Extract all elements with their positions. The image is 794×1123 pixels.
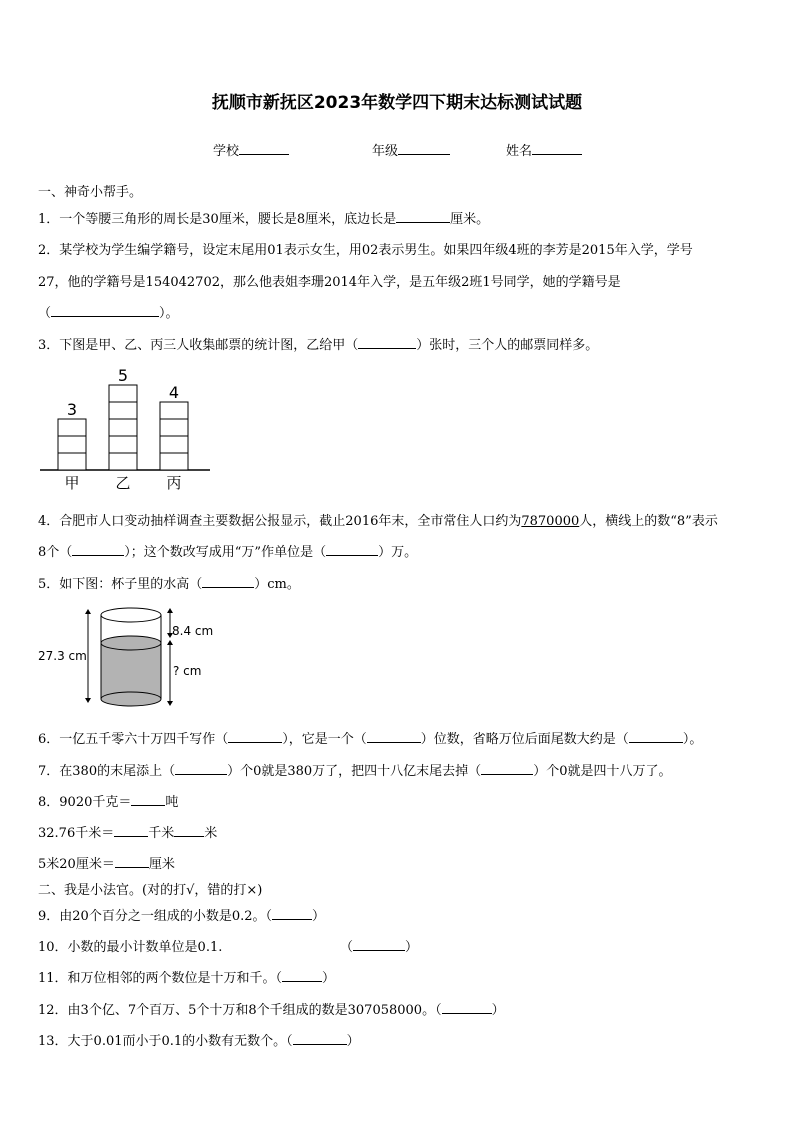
question-6 [38,728,702,747]
q7-blank-1[interactable] [175,762,227,775]
q11-blank[interactable] [282,969,322,982]
q8b-blank-1[interactable] [114,824,148,837]
question-8-line3 [38,853,175,872]
name-label: 姓名 [506,144,533,159]
q8a-unit: 吨 [165,795,179,810]
q12-blank[interactable] [442,1001,492,1014]
q1-unit: 厘米。 [450,212,490,227]
q9-close: ） [312,909,326,924]
q3-text-end: ）张时，三个人的邮票同样多。 [416,338,599,353]
q4-text-end: 人，横线上的数“8”表示 [579,514,718,529]
question-1 [38,208,489,227]
water-height-label: ? cm [173,664,202,678]
question-10 [38,936,419,955]
bar-value-label: 3 [66,400,78,419]
cup-diagram [38,605,238,710]
q2-open: （ [38,306,52,321]
q10-open: （ [340,940,354,955]
q8b-text: 32.76千米＝ [38,826,115,841]
q12-close: ） [491,1003,505,1018]
q6-part-c: ）位数，省略万位后面尾数大约是（ [420,732,629,747]
q9-text: 9．由20个百分之一组成的小数是0.2。（ [38,909,272,924]
water [101,643,161,699]
cup-bottom [101,692,161,706]
q5-blank[interactable] [202,575,254,588]
q10-text: 10．小数的最小计数单位是0.1. [38,940,223,955]
q7-part-a: 7．在380的末尾添上（ [38,764,176,779]
bar-box [160,436,188,453]
q8b-unit-1: 千米 [148,826,175,841]
bar-value-label: 5 [117,366,129,385]
bar-category-label: 甲 [64,474,80,492]
q13-text: 13．大于0.01而小于0.1的小数有无数个。（ [38,1034,293,1049]
q7-part-b: ）个0就是380万了，把四十八亿末尾去掉（ [227,764,482,779]
q10-close: ） [405,940,419,955]
q6-blank-2[interactable] [367,730,421,743]
q4-blank-2[interactable] [326,543,378,556]
q6-blank-3[interactable] [629,730,683,743]
total-height-label: 27.3 cm [38,649,87,663]
grade-label: 年级 [372,144,399,159]
bar-box [58,436,86,453]
arrow-up-icon [167,640,173,645]
arrow-up-icon [167,608,173,613]
bar-box [160,402,188,419]
question-4-line2 [38,541,417,560]
q4-part-a: 8个（ [38,545,73,560]
question-2-line1: 2．某学校为学生编学籍号，设定末尾用01表示女生，用02表示男生。如果四年级4班的李芳是2015年入学，学号 [38,243,693,258]
cup-rim [101,608,161,622]
bar-box [109,453,137,470]
q6-part-a: 6．一亿五千零六十万四千写作（ [38,732,229,747]
section-1-heading: 一、神奇小帮手。 [38,185,143,200]
q8c-unit: 厘米 [148,857,175,872]
bar-category-label: 丙 [166,474,182,492]
grade-blank[interactable] [398,142,450,155]
bar-box [58,453,86,470]
q11-text: 11．和万位相邻的两个数位是十万和千。（ [38,971,283,986]
bar-box [109,436,137,453]
question-2-line2: 27，他的学籍号是154042702，那么他表姐李珊2014年入学，是五年级2班1号同学，她的学籍号是 [38,275,621,290]
bar-box [160,453,188,470]
q7-blank-2[interactable] [481,762,533,775]
bar-category-label: 乙 [115,474,131,492]
q13-blank[interactable] [293,1032,347,1045]
name-field [506,140,582,159]
question-8-line2 [38,822,217,841]
q13-close: ） [346,1034,360,1049]
q12-text: 12．由3个亿、7个百万、5个十万和8个千组成的数是307058000。（ [38,1003,442,1018]
top-gap-label: 8.4 cm [172,624,214,638]
q6-part-b: ），它是一个（ [282,732,367,747]
q7-part-c: ）个0就是四十八万了。 [533,764,672,779]
q4-number: 7870000 [521,514,580,529]
question-2-line3 [38,302,179,321]
q10-blank[interactable] [353,938,405,951]
question-9 [38,905,325,924]
q8c-text: 5米20厘米＝ [38,857,115,872]
water-surface [101,636,161,650]
q8c-blank[interactable] [115,855,149,868]
question-7 [38,760,671,779]
q11-close: ） [322,971,336,986]
question-4-line1 [38,510,718,529]
q8a-text: 8．9020千克＝ [38,795,132,810]
q4-blank-1[interactable] [72,543,124,556]
arrow-down-icon [167,701,173,706]
q5-text: 5．如下图：杯子里的水高（ [38,577,203,592]
question-12 [38,999,505,1018]
page-title: 抚顺市新抚区2023年数学四下期末达标测试试题 [211,93,583,113]
bar-box [109,402,137,419]
question-13 [38,1030,360,1049]
arrow-up-icon [85,609,91,614]
school-blank[interactable] [239,142,289,155]
stamp-bar-chart [38,362,213,497]
school-field [213,140,289,159]
q2-blank[interactable] [51,304,159,317]
q1-blank[interactable] [396,210,450,223]
question-3 [38,334,598,353]
question-11 [38,967,335,986]
q8b-blank-2[interactable] [174,824,204,837]
question-5 [38,573,300,592]
q6-part-d: ）。 [682,732,703,747]
q1-text: 1．一个等腰三角形的周长是30厘米，腰长是8厘米，底边长是 [38,212,397,227]
arrow-down-icon [85,698,91,703]
school-label: 学校 [213,144,240,159]
bar-box [58,419,86,436]
q5-unit: ）cm。 [254,577,300,592]
q4-text: 4．合肥市人口变动抽样调查主要数据公报显示，截止2016年末，全市常住人口约为 [38,514,522,529]
q2-close: ）。 [159,306,179,321]
q3-blank[interactable] [358,336,416,349]
q8a-blank[interactable] [131,793,165,806]
bar-box [160,419,188,436]
q4-part-c: ）万。 [378,545,418,560]
bar-box [109,385,137,402]
section-2-heading: 二、我是小法官。(对的打√，错的打×) [38,883,263,898]
q9-blank[interactable] [272,907,312,920]
q8b-unit-2: 米 [204,826,218,841]
name-blank[interactable] [532,142,582,155]
bar-value-label: 4 [168,383,180,402]
q6-blank-1[interactable] [228,730,282,743]
q3-text: 3．下图是甲、乙、丙三人收集邮票的统计图，乙给甲（ [38,338,359,353]
question-8-line1 [38,791,178,810]
grade-field [372,140,450,159]
q4-part-b: ）；这个数改写成用“万”作单位是（ [124,545,327,560]
bar-box [109,419,137,436]
